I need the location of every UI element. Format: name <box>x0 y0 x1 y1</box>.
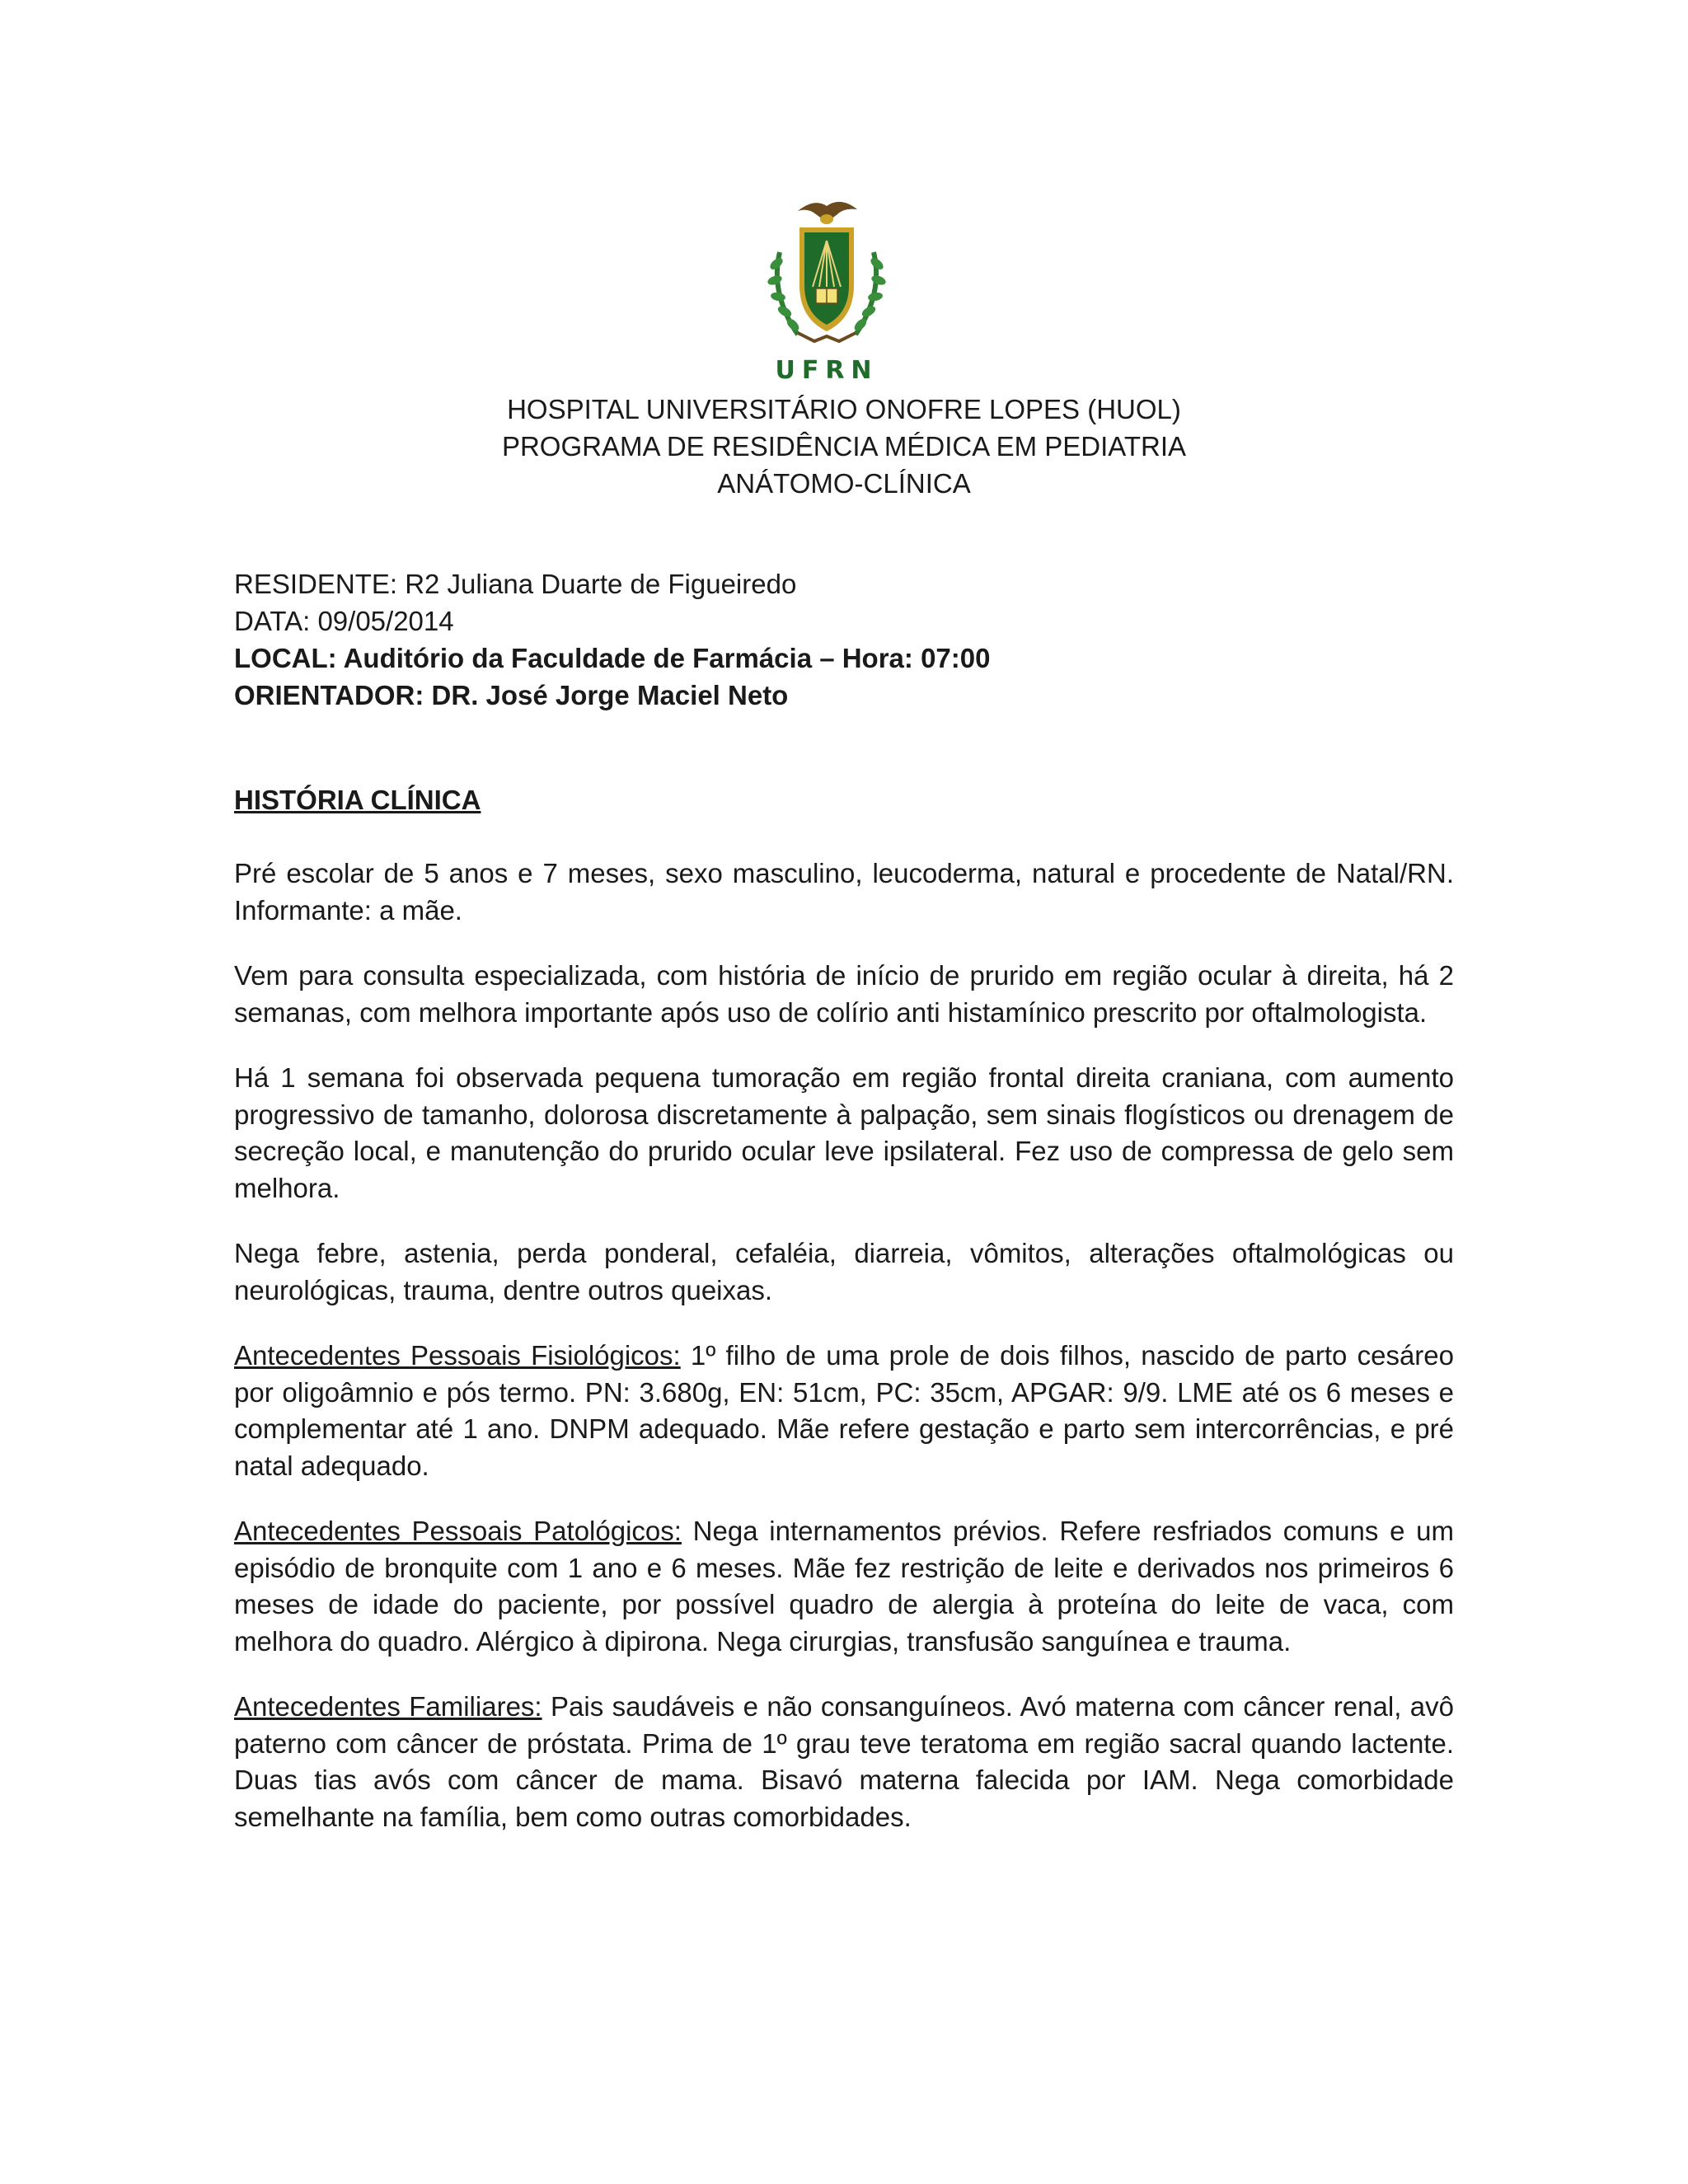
hospital-name: HOSPITAL UNIVERSITÁRIO ONOFRE LOPES (HUOL) <box>507 394 1181 424</box>
date-line: DATA: 09/05/2014 <box>234 606 454 636</box>
advisor-line: ORIENTADOR: DR. José Jorge Maciel Neto <box>234 680 789 710</box>
pathological-history-label: Antecedentes Pessoais Patológicos: <box>234 1516 682 1546</box>
family-history-label: Antecedentes Familiares: <box>234 1691 542 1722</box>
resident-line: RESIDENTE: R2 Juliana Duarte de Figueiredo <box>234 569 797 599</box>
program-name: PROGRAMA DE RESIDÊNCIA MÉDICA EM PEDIATRIA <box>501 431 1187 462</box>
paragraph-pathological-history <box>234 1513 1454 1660</box>
document-header <box>0 391 1688 502</box>
clinical-history <box>234 855 1454 1864</box>
university-crest-icon <box>765 194 889 351</box>
paragraph-negatives: Nega febre, astenia, perda ponderal, cefaléia, diarreia, vômitos, alterações oftalmológicas ou neurológicas, trauma, dentre outros queixas. <box>234 1238 1454 1305</box>
case-metadata <box>234 565 990 714</box>
paragraph-evolution: Há 1 semana foi observada pequena tumoração em região frontal direita craniana, com aumento progressivo de tamanho, dolorosa discretamente à palpação, sem sinais flogísticos ou drenagem de secreção local, e manutenção do prurido ocular leve ipsilateral. Fez uso de compressa de gelo sem melhora. <box>234 1062 1454 1203</box>
physiological-history-text: 1º filho de uma prole de dois filhos, nascido de parto cesáreo por oligoâmnio e pós termo. PN: 3.680g, EN: 51cm, PC: 35cm, APGAR: 9/9. LME até os 6 meses e complementar até 1 ano. DNPM adequado. Mãe refere gestação e parto sem intercorrências, e pré natal adequado. <box>234 1340 1455 1481</box>
section-title: HISTÓRIA CLÍNICA <box>234 785 481 815</box>
paragraph-physiological-history <box>234 1338 1454 1484</box>
logo-text: UFRN <box>775 356 879 385</box>
paragraph-complaint: Vem para consulta especializada, com história de início de prurido em região ocular à direita, há 2 semanas, com melhora importante após uso de colírio anti histamínico prescrito por oftalmologista. <box>234 960 1454 1028</box>
paragraph-family-history <box>234 1689 1454 1835</box>
paragraph-identification: Pré escolar de 5 anos e 7 meses, sexo masculino, leucoderma, natural e procedente de Natal/RN. Informante: a mãe. <box>234 858 1454 926</box>
family-history-text: Pais saudáveis e não consanguíneos. Avó materna com câncer renal, avô paterno com câncer de próstata. Prima de 1º grau teve teratoma em região sacral quando lactente. Duas tias avós com câncer de mama. Bisavó materna falecida por IAM. Nega comorbidade semelhante na família, bem como outras comorbidades. <box>234 1691 1454 1832</box>
location-line: LOCAL: Auditório da Faculdade de Farmácia – Hora: 07:00 <box>234 643 991 673</box>
physiological-history-label: Antecedentes Pessoais Fisiológicos: <box>234 1340 681 1371</box>
pathological-history-text: Nega internamentos prévios. Refere resfriados comuns e um episódio de bronquite com 1 ano e 6 meses. Mãe fez restrição de leite e derivados nos primeiros 6 meses de idade do paciente, por possível quadro de alergia à proteína do leite de vaca, com melhora do quadro. Alérgico à dipirona. Nega cirurgias, transfusão sanguínea e trauma. <box>234 1516 1454 1657</box>
session-type: ANÁTOMO-CLÍNICA <box>717 468 971 499</box>
ufrn-logo <box>765 194 889 389</box>
